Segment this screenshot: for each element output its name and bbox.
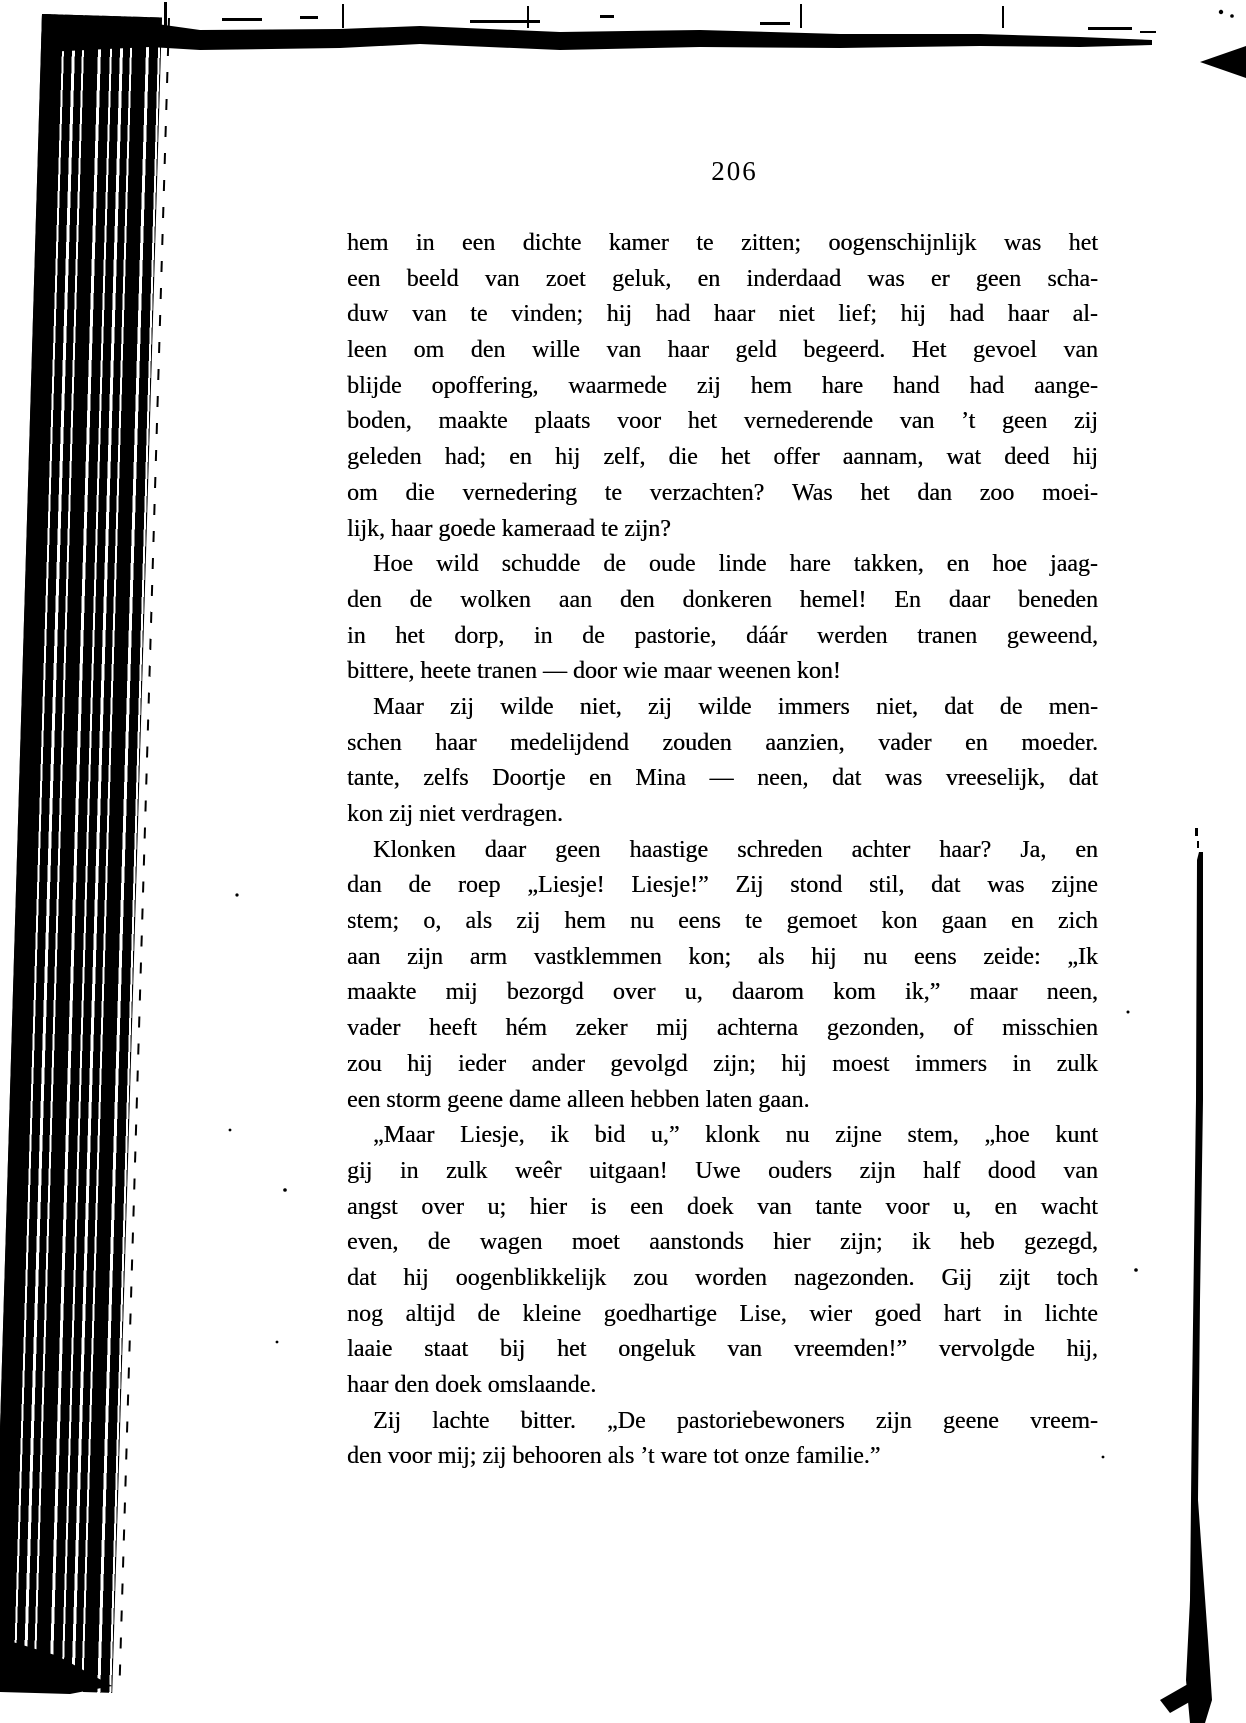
text-line: een storm geene dame alleen hebben laten gaan. xyxy=(347,1086,810,1113)
top-tick-marks xyxy=(164,2,1004,28)
text-line: nog altijd de kleine goedhartige Lise, wier goed hart in lichte xyxy=(347,1300,1098,1327)
text-line: den de wolken aan den donkeren hemel! En daar beneden xyxy=(347,586,1098,613)
text-line: blijde opoffering, waarmede zij hem hare hand had aange- xyxy=(347,372,1098,399)
text-line: even, de wagen moet aanstonds hier zijn; ik heb gezegd, xyxy=(347,1229,1098,1256)
text-line: aan zijn arm vastklemmen kon; als hij nu eens zeide: „Ik xyxy=(347,943,1098,970)
text-line: in het dorp, in de pastorie, dáár werden tranen geweend, xyxy=(347,622,1098,649)
text-line: om die vernedering te verzachten? Was het dan zoo moei- xyxy=(347,479,1098,506)
text-line: hem in een dichte kamer te zitten; oogenschijnlijk was het xyxy=(347,230,1098,256)
text-line: stem; o, als zij hem nu eens te gemoet kon gaan en zich xyxy=(347,908,1098,935)
text-line: laaie staat bij het ongeluk van vreemden!” vervolgde hij, xyxy=(347,1336,1098,1363)
text-line: Zij lachte bitter. „De pastoriebewoners zijn geene vreem- xyxy=(373,1407,1098,1434)
text-line: Maar zij wilde niet, zij wilde immers niet, dat de men- xyxy=(373,693,1098,720)
text-line: angst over u; hier is een doek van tante voor u, en wacht xyxy=(347,1193,1098,1220)
page-number: 206 xyxy=(711,156,758,186)
text-line: schen haar medelijdend zouden aanzien, vader en moeder. xyxy=(347,729,1098,756)
text-line: bittere, heete tranen — door wie maar weenen kon! xyxy=(347,658,841,685)
text-line: maakte mij bezorgd over u, daarom kom ik,” maar neen, xyxy=(347,979,1098,1006)
text-line: een beeld van zoet geluk, en inderdaad was er geen scha- xyxy=(347,265,1098,292)
arrow-artifact-icon xyxy=(1200,46,1246,78)
text-line: Klonken daar geen haastige schreden achter haar? Ja, en xyxy=(373,836,1098,863)
top-edge-streak xyxy=(46,23,1152,52)
text-line: lijk, haar goede kameraad te zijn? xyxy=(347,515,671,542)
binding-base-wedge xyxy=(0,1638,112,1694)
text-line: „Maar Liesje, ik bid u,” klonk nu zijne stem, „hoe kunt xyxy=(373,1122,1098,1149)
text-line: geleden had; en hij zelf, die het offer aannam, wat deed hij xyxy=(347,444,1098,471)
text-line: den voor mij; zij behooren als ’t ware tot onze familie.” xyxy=(347,1443,881,1470)
text-line: tante, zelfs Doortje en Mina — neen, dat was vreeselijk, dat xyxy=(347,765,1098,792)
text-line: Hoe wild schudde de oude linde hare takken, en hoe jaag- xyxy=(373,551,1098,578)
text-line: dan de roep „Liesje! Liesje!” Zij stond stil, dat was zijne xyxy=(347,872,1098,899)
text-line: duw van te vinden; hij had haar niet lief; hij had haar al- xyxy=(347,301,1098,328)
text-line: vader heeft hém zeker mij achterna gezonden, of misschien xyxy=(347,1015,1098,1042)
text-line: gij in zulk weêr uitgaan! Uwe ouders zijn half dood van xyxy=(347,1157,1098,1184)
text-line: haar den doek omslaande. xyxy=(347,1372,597,1398)
text-line: boden, maakte plaats voor het vernederende van ’t geen zij xyxy=(347,408,1098,435)
text-line: leen om den wille van haar geld begeerd. Het gevoel van xyxy=(347,337,1098,364)
text-line: kon zij niet verdragen. xyxy=(347,801,563,827)
text-line: zou hij ieder ander gevolgd zijn; hij moest immers in zulk xyxy=(347,1050,1098,1077)
text-line: dat hij oogenblikkelijk zou worden nagezonden. Gij zijt toch xyxy=(347,1264,1098,1291)
right-edge-line xyxy=(1160,828,1212,1723)
